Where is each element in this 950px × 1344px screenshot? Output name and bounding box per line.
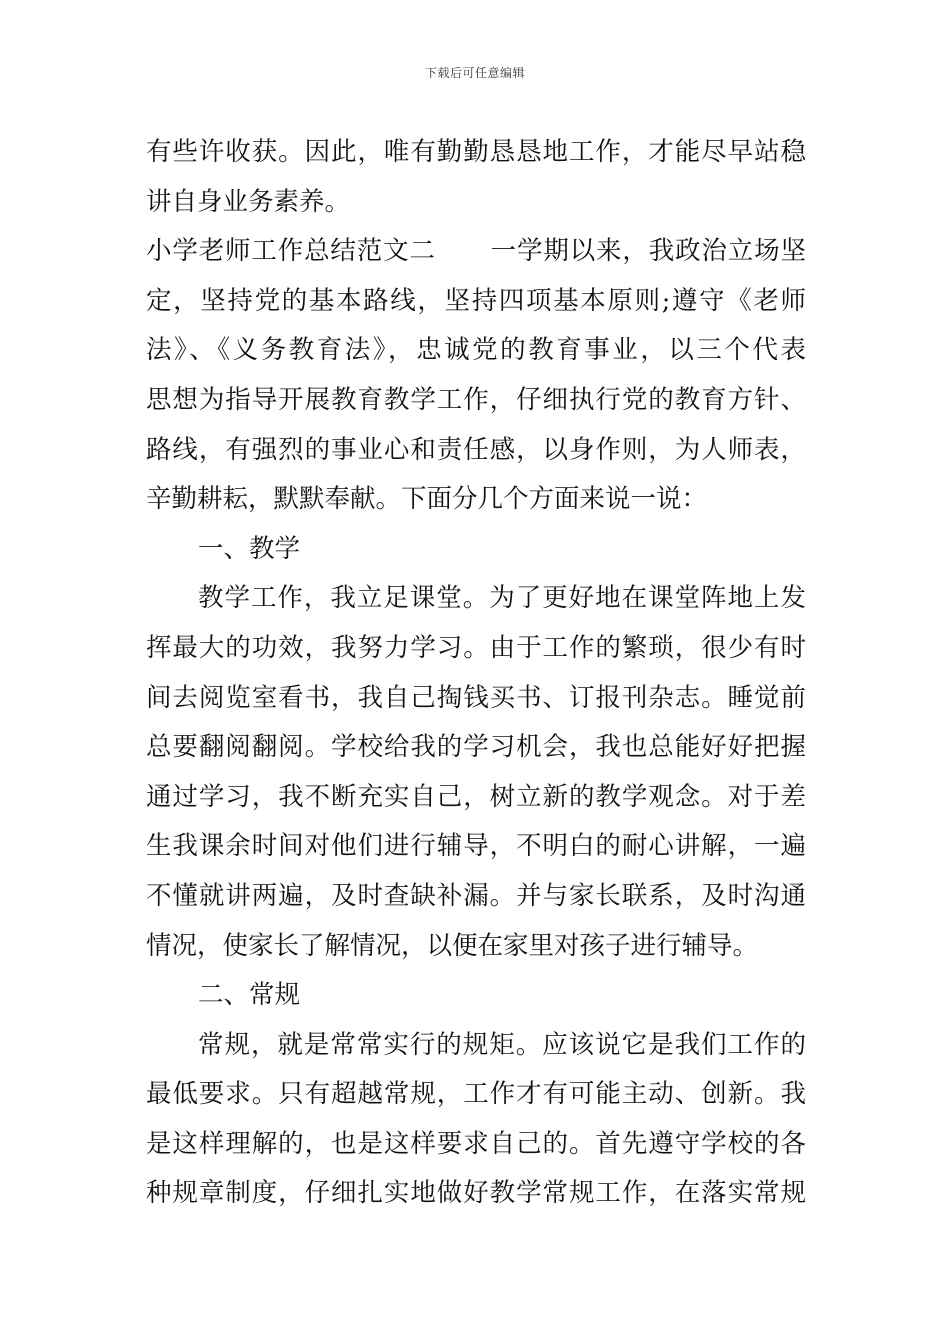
body-line: 种规章制度，仔细扎实地做好教学常规工作，在落实常规 [146,1178,806,1209]
section-title-continuation: 一学期以来，我政治立场坚 [489,236,806,267]
body-line: 总要翻阅翻阅。学校给我的学习机会，我也总能好好把握 [146,732,806,763]
page-header: 下载后可任意编辑 [424,66,525,80]
body-line: 挥最大的功效，我努力学习。由于工作的繁琐，很少有时 [146,632,806,663]
body-line: 思想为指导开展教育教学工作，仔细执行党的教育方针、 [146,384,806,415]
subheading-teaching: 一、教学 [198,533,301,564]
body-line: 常规，就是常常实行的规矩。应该说它是我们工作的 [198,1029,806,1060]
body-line: 法》、《义务教育法》，忠诚党的教育事业，以三个代表 [146,335,806,366]
section-title-line [146,227,806,277]
body-line: 讲自身业务素养。 [146,186,351,217]
body-line: 情况，使家长了解情况，以便在家里对孩子进行辅导。 [146,930,759,961]
body-line: 不懂就讲两遍，及时查缺补漏。并与家长联系，及时沟通 [146,880,806,911]
body-line: 路线，有强烈的事业心和责任感，以身作则，为人师表， [146,434,806,465]
body-line: 辛勤耕耘，默默奉献。下面分几个方面来说一说： [146,484,708,515]
section-title: 小学老师工作总结范文二 [146,236,436,267]
body-line: 有些许收获。因此，唯有勤勤恳恳地工作，才能尽早站稳 [146,137,806,167]
subheading-routine: 二、常规 [198,980,301,1011]
body-line: 间去阅览室看书，我自己掏钱买书、订报刊杂志。睡觉前 [146,682,806,713]
body-line: 通过学习，我不断充实自己，树立新的教学观念。对于差 [146,781,806,812]
body-line: 是这样理解的，也是这样要求自己的。首先遵守学校的各 [146,1128,806,1159]
body-line: 生我课余时间对他们进行辅导，不明白的耐心讲解，一遍 [146,831,806,862]
document-body [146,128,806,1219]
body-line: 最低要求。只有超越常规，工作才有可能主动、创新。我 [146,1079,806,1110]
body-line: 定，坚持党的基本路线，坚持四项基本原则;遵守《老师 [146,285,806,316]
body-line: 教学工作，我立足课堂。为了更好地在课堂阵地上发 [198,583,806,614]
